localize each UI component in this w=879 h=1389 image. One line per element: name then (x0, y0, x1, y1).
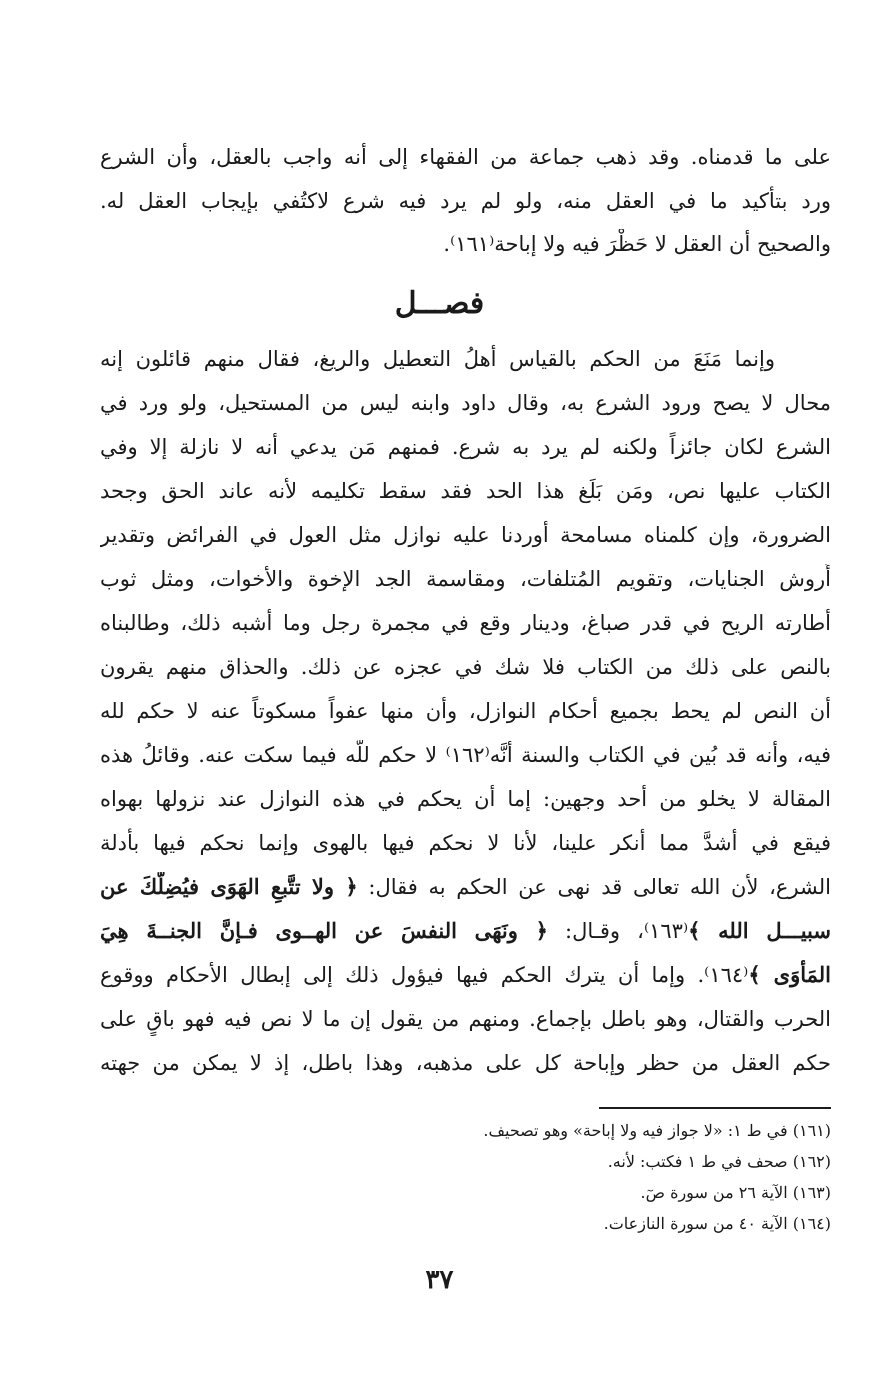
quran-quote: سبيـــل الله ﴾ (688, 918, 831, 943)
footnote: (١٦٢) صحف في ط ١ فكتب: لأنه. (607, 1152, 831, 1171)
paragraph-line: الحرب والقتال، وهو باطل بإجماع. ومنهم من يقول إن ما لا نص فيه فهو باقٍ على (100, 1007, 831, 1031)
paragraph-line: المقالة لا يخلو من أحد وجهين: إما أن يحكم في هذه النوازل عند نزولها بهواه (100, 787, 831, 811)
paragraph-line: ورد بتأكيد ما في العقل منه، ولو لم يرد فيه شرع لاكتُفي بإيجاب العقل له. (100, 189, 831, 213)
line-text: ⁽١٦٤⁾. وإما أن يترك الحكم فيها فيؤول ذلك إلى إبطال الأحكام ووقوع (100, 963, 749, 987)
paragraph-line: على ما قدمناه. وقد ذهب جماعة من الفقهاء إلى أنه واجب بالعقل، وأن الشرع (100, 145, 831, 169)
footnote-divider (599, 1107, 831, 1109)
paragraph-line (100, 960, 831, 992)
line-text: الشرع، لأن الله تعالى قد نهى عن الحكم به فقال: (357, 875, 831, 899)
footnote: (١٦٣) الآية ٢٦ من سورة صٓ. (640, 1183, 831, 1202)
paragraph-line (100, 916, 831, 948)
paragraph-line: وإنما مَنَعَ من الحكم بالقياس أهلُ التعطيل والريغ، فقال منهم قائلون إنه (100, 347, 775, 371)
paragraph-line: أُروش الجنايات، وتقويم المُتلفات، ومقاسمة الجد الإخوة والأخوات، ومثل ثوب (100, 567, 831, 591)
paragraph-line: الكتاب عليها نص، ومَن بَلَغ هذا الحد فقد سقط تكليمه لأنه عاند الحق وجحد (100, 479, 831, 503)
paragraph-line: أطارته الريح في قدر صباغ، ودينار وقع في مجمرة رجل وما أشبه ذلك، وطالبناه (100, 611, 831, 635)
quran-quote: ﴿ ولا تتَّبعِ الهَوَى فيُضِلَّكَ عن (100, 874, 358, 899)
paragraph-line: محال لا يصح ورود الشرع به، وقال داود وابنه ليس من المستحيل، ولو ورد في (100, 391, 831, 415)
page-number: ٣٧ (425, 1265, 454, 1295)
paragraph-line: فيه، وأنه قد بُين في الكتاب والسنة أنَّه⁽١٦٢⁾ لا حكم للّه فيما سكت عنه. وقائلُ هذه (100, 743, 831, 767)
footnote: (١٦٤) الآية ٤٠ من سورة النازعات. (603, 1214, 831, 1233)
section-heading: فصـــل (394, 286, 485, 321)
paragraph-line: أن النص لم يحط بجميع أحكام النوازل، وأن منها عفواً مسكوتاً عنه لا حكم لله (100, 699, 831, 723)
paragraph-line: الشرع لكان جائزاً ولكنه لم يرد به شرع. فمنهم مَن يدعي أنه لا نازلة إلا وفي (100, 435, 831, 459)
quran-quote: ﴿ ونَهَى النفسَ عن الهــوى فـإنَّ الجنــةَ هِيَ (100, 918, 548, 943)
line-text: ⁽١٦٣⁾، وقـال: (547, 919, 689, 943)
paragraph-line: حكم العقل من حظر وإباحة كل على مذهبه، وهذا باطل، إذ لا يمكن من جهته (100, 1051, 831, 1075)
paragraph-line: الضرورة، وإن كلمناه مسامحة أوردنا عليه نوازل مثل العول في الفرائض وتقدير (100, 523, 831, 547)
paragraph-line: فيقع في أشدَّ مما أنكر علينا، لأنا لا نحكم فيها بالهوى وإنما نحكم فيها بأدلة (100, 831, 831, 855)
quran-quote: المَأْوَى ﴾ (748, 962, 831, 987)
paragraph-line (100, 872, 831, 904)
paragraph-line: بالنص على ذلك من الكتاب فلا شك في عجزه عن ذلك. والحذاق منهم يقرون (100, 655, 831, 679)
footnote: (١٦١) في ط ١: «لا جواز فيه ولا إباحة» وهو تصحيف. (483, 1121, 831, 1140)
paragraph-line: والصحيح أن العقل لا حَظْرَ فيه ولا إباحة⁽١٦١⁾. (443, 232, 831, 256)
